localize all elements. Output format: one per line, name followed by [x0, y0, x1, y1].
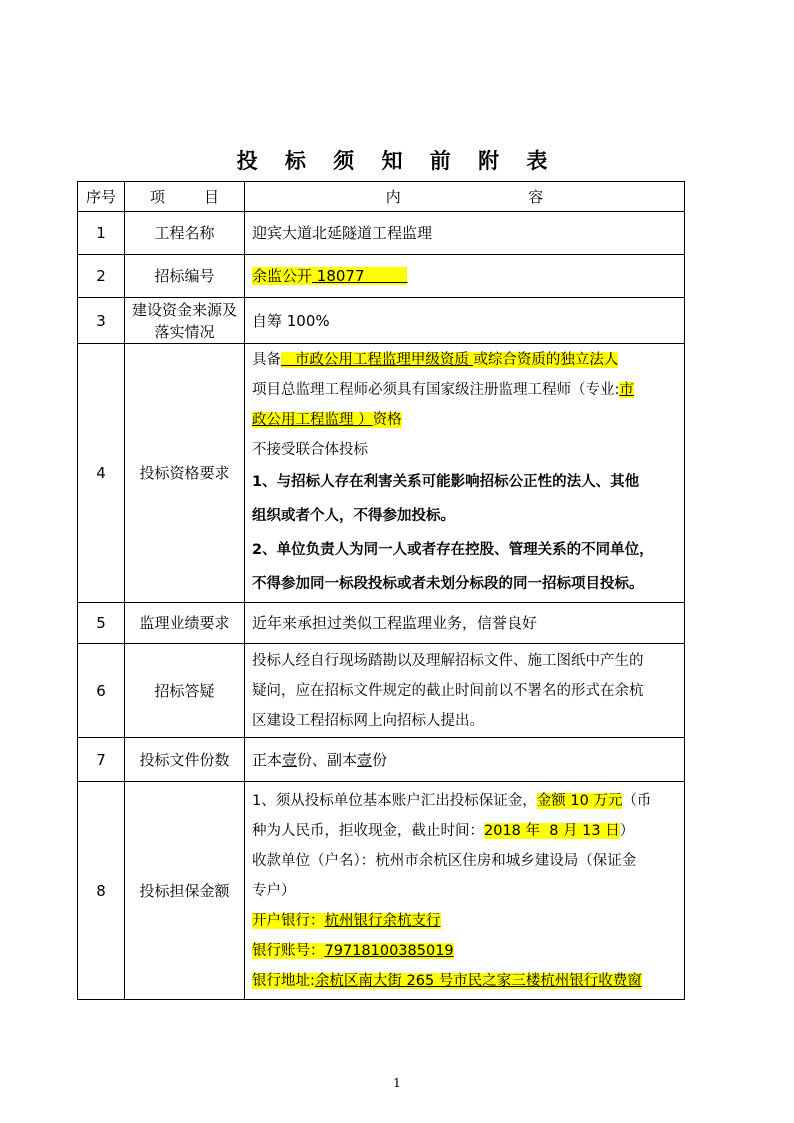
text-span: ） — [619, 822, 635, 839]
row-item: 招标编号 — [125, 255, 245, 298]
row-item: 投标担保金额 — [125, 782, 245, 1000]
bank-account-line — [252, 936, 677, 966]
qa-line: 区建设工程招标网上向招标人提出。 — [252, 712, 484, 729]
row-content — [245, 782, 685, 1000]
deposit-deadline: 2018 年 8 月 13 日 — [484, 822, 620, 839]
text-span: 份、副本 — [297, 750, 358, 769]
text-span: 1、须从投标单位基本账户汇出投标保证金， — [252, 792, 537, 809]
restriction-line: 1、与招标人存在利害关系可能影响招标公正性的法人、其他 — [252, 474, 640, 490]
bank-name-line — [252, 906, 677, 936]
deposit-amount: 金额 10 万元 — [536, 792, 623, 809]
deposit-line — [252, 816, 677, 846]
header-item-a: 项 — [150, 187, 166, 206]
bid-number-prefix: 余监公开 — [252, 267, 313, 285]
table-header-row — [78, 182, 685, 212]
header-content-a: 内 — [385, 187, 401, 206]
bank-account-value: 79718100385019 — [324, 942, 454, 959]
table-row — [78, 344, 685, 603]
table-row — [78, 255, 685, 298]
qualification-entity: 或综合资质的独立法人 — [473, 352, 619, 368]
bank-name-label: 开户银行： — [252, 912, 325, 929]
row-item: 投标资格要求 — [125, 344, 245, 603]
text-span: 正本 — [252, 750, 283, 769]
bank-name-value: 杭州银行余杭支行 — [324, 912, 441, 929]
header-no: 序号 — [78, 182, 125, 212]
text-span: 种为人民币，拒收现金，截止时间： — [252, 822, 484, 839]
row-content — [245, 738, 685, 782]
text-span: 具备 — [252, 352, 281, 368]
row-item: 监理业绩要求 — [125, 603, 245, 644]
chief-engineer-line-2 — [252, 405, 677, 435]
text-span: （币 — [622, 792, 652, 809]
header-item-b: 目 — [203, 187, 219, 206]
qualification-suffix: 资格 — [372, 412, 402, 428]
header-item — [125, 182, 245, 212]
bank-account-label: 银行账号： — [252, 942, 325, 959]
payee-line: 专户） — [252, 882, 296, 899]
text-span: 份 — [372, 750, 388, 769]
row-item: 投标文件份数 — [125, 738, 245, 782]
table-row — [78, 644, 685, 738]
header-content — [245, 182, 685, 212]
text-span: 项目总监理工程师必须具有国家级注册监理工程师（专业: — [252, 382, 620, 398]
row-content — [245, 255, 685, 298]
row-item: 工程名称 — [125, 212, 245, 255]
bid-instructions-table — [77, 181, 685, 1000]
row-no: 5 — [78, 603, 125, 644]
table-row — [78, 212, 685, 255]
page-number: 1 — [393, 1076, 401, 1090]
bank-address-value: 余杭区南大街 265 号市民之家三楼杭州银行收费窗 — [314, 972, 642, 989]
restriction-line: 2、单位负责人为同一人或者存在控股、管理关系的不同单位， — [252, 542, 654, 558]
chief-engineer-line — [252, 375, 677, 405]
row-no: 4 — [78, 344, 125, 603]
major-text: 政公用工程监理 ） — [252, 412, 373, 428]
table-row — [78, 298, 685, 344]
major-text: 市 — [619, 382, 634, 398]
row-no: 8 — [78, 782, 125, 1000]
bid-number-value: 18077 — [312, 267, 408, 285]
row-item: 招标答疑 — [125, 644, 245, 738]
original-copies: 壹 — [282, 750, 298, 769]
header-content-b: 容 — [528, 187, 544, 206]
document-title: 投 标 须 知 前 附 表 — [236, 148, 558, 173]
row-content — [245, 644, 685, 738]
row-no: 7 — [78, 738, 125, 782]
row-content: 近年来承担过类似工程监理业务，信誉良好 — [245, 603, 685, 644]
qa-line: 投标人经自行现场踏勘以及理解招标文件、施工图纸中产生的 — [252, 652, 644, 669]
restriction-line: 组织或者个人，不得参加投标。 — [252, 508, 455, 524]
row-content — [245, 344, 685, 603]
bank-address-label: 银行地址: — [252, 972, 315, 989]
table-row — [78, 738, 685, 782]
bank-address-line — [252, 966, 677, 996]
row-no: 3 — [78, 298, 125, 344]
consortium-line: 不接受联合体投标 — [252, 442, 368, 458]
row-content: 迎宾大道北延隧道工程监理 — [245, 212, 685, 255]
table-row — [78, 782, 685, 1000]
row-item: 建设资金来源及落实情况 — [125, 298, 245, 344]
qualification-grade: 市政公用工程监理甲级资质 — [281, 352, 474, 368]
qualification-line — [252, 345, 677, 375]
payee-line: 收款单位（户名）：杭州市余杭区住房和城乡建设局（保证金 — [252, 852, 637, 869]
row-no: 1 — [78, 212, 125, 255]
row-content: 自筹 100% — [245, 298, 685, 344]
table-row — [78, 603, 685, 644]
deposit-line — [252, 786, 677, 816]
row-no: 6 — [78, 644, 125, 738]
row-no: 2 — [78, 255, 125, 298]
duplicate-copies: 壹 — [357, 750, 373, 769]
qa-line: 疑问，应在招标文件规定的截止时间前以不署名的形式在余杭 — [252, 682, 644, 699]
restriction-line: 不得参加同一标段投标或者未划分标段的同一招标项目投标。 — [252, 576, 644, 592]
